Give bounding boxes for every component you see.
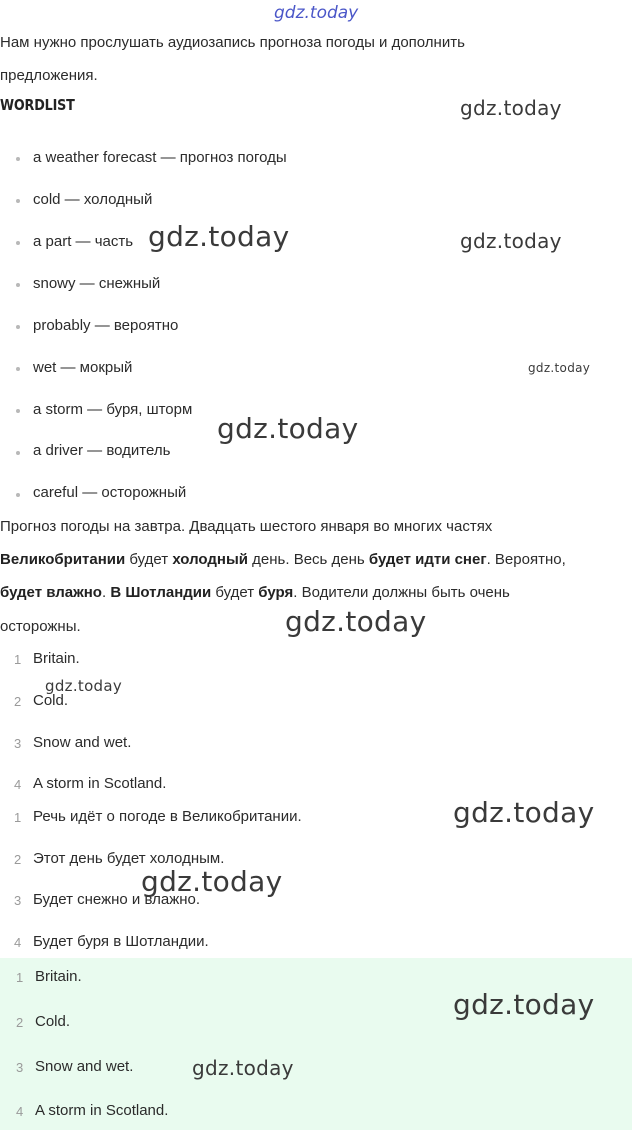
watermark: gdz.today <box>217 412 359 445</box>
bold-text: холодный <box>172 551 248 568</box>
item-number: 3 <box>14 893 22 908</box>
forecast-line-4: осторожны. <box>0 618 81 635</box>
answer-item: Britain. <box>35 968 82 985</box>
bullet-icon <box>16 157 20 161</box>
watermark: gdz.today <box>453 988 595 1021</box>
text: будет <box>211 584 259 601</box>
watermark: gdz.today <box>45 677 123 695</box>
watermark: gdz.today <box>148 220 290 253</box>
answer-item: Britain. <box>33 650 80 667</box>
bold-text: Великобритании <box>0 551 126 568</box>
watermark: gdz.today <box>460 229 562 253</box>
text: день. Весь день <box>248 551 369 568</box>
answer-item: Будет снежно и влажно. <box>33 891 201 908</box>
site-logo[interactable]: gdz.today <box>274 3 359 23</box>
bold-text: В Шотландии <box>110 584 212 601</box>
answer-item: Snow and wet. <box>35 1058 134 1075</box>
answer-item: Cold. <box>33 692 69 709</box>
answer-item: Этот день будет холодным. <box>33 850 225 867</box>
bullet-icon <box>16 199 20 203</box>
watermark: gdz.today <box>460 96 562 120</box>
forecast-line-2 <box>0 543 566 576</box>
list-item: cold — холодный <box>33 191 153 208</box>
watermark: gdz.today <box>141 865 283 898</box>
answer-item: Будет буря в Шотландии. <box>33 933 209 950</box>
bold-text: будет влажно <box>0 584 102 601</box>
bullet-icon <box>16 283 20 287</box>
item-number: 2 <box>16 1015 24 1030</box>
list-item: careful — осторожный <box>33 484 187 501</box>
list-item: snowy — снежный <box>33 275 161 292</box>
item-number: 1 <box>16 970 24 985</box>
intro-line-1: Нам нужно прослушать аудиозапись прогноза погоды и дополнить <box>0 34 465 51</box>
item-number: 3 <box>16 1060 24 1075</box>
item-number: 1 <box>14 810 22 825</box>
text: . Водители должны быть очень <box>293 584 510 601</box>
intro-line-2: предложения. <box>0 67 98 84</box>
bold-text: будет идти снег <box>368 551 487 568</box>
watermark: gdz.today <box>285 605 427 638</box>
answer-item: A storm in Scotland. <box>35 1102 169 1119</box>
text: . Вероятно, <box>486 551 566 568</box>
answer-item: Snow and wet. <box>33 734 132 751</box>
item-number: 2 <box>14 694 22 709</box>
bold-text: буря <box>258 584 294 601</box>
text: . <box>101 584 111 601</box>
watermark: gdz.today <box>192 1056 294 1080</box>
bullet-icon <box>16 325 20 329</box>
text: будет <box>125 551 173 568</box>
forecast-line-1: Прогноз погоды на завтра. Двадцать шестого января во многих частях <box>0 518 493 535</box>
highlighted-answers <box>0 958 632 1130</box>
answer-item: A storm in Scotland. <box>33 775 167 792</box>
bullet-icon <box>16 451 20 455</box>
item-number: 3 <box>14 736 22 751</box>
bullet-icon <box>16 493 20 497</box>
forecast-line-3 <box>0 576 510 609</box>
answer-item: Речь идёт о погоде в Великобритании. <box>33 808 302 825</box>
list-item: a driver — водитель <box>33 442 171 459</box>
answer-item: Cold. <box>35 1013 71 1030</box>
bullet-icon <box>16 409 20 413</box>
bullet-icon <box>16 367 20 371</box>
bullet-icon <box>16 241 20 245</box>
list-item: a storm — буря, шторм <box>33 401 193 418</box>
item-number: 4 <box>14 935 22 950</box>
watermark: gdz.today <box>528 361 591 375</box>
list-item: a part — часть <box>33 233 134 250</box>
item-number: 2 <box>14 852 22 867</box>
watermark: gdz.today <box>453 796 595 829</box>
list-item: a weather forecast — прогноз погоды <box>33 149 287 166</box>
item-number: 1 <box>14 652 22 667</box>
list-item: probably — вероятно <box>33 317 179 334</box>
item-number: 4 <box>14 777 22 792</box>
list-item: wet — мокрый <box>33 359 133 376</box>
item-number: 4 <box>16 1104 24 1119</box>
wordlist-heading: WORDLIST <box>0 96 75 114</box>
